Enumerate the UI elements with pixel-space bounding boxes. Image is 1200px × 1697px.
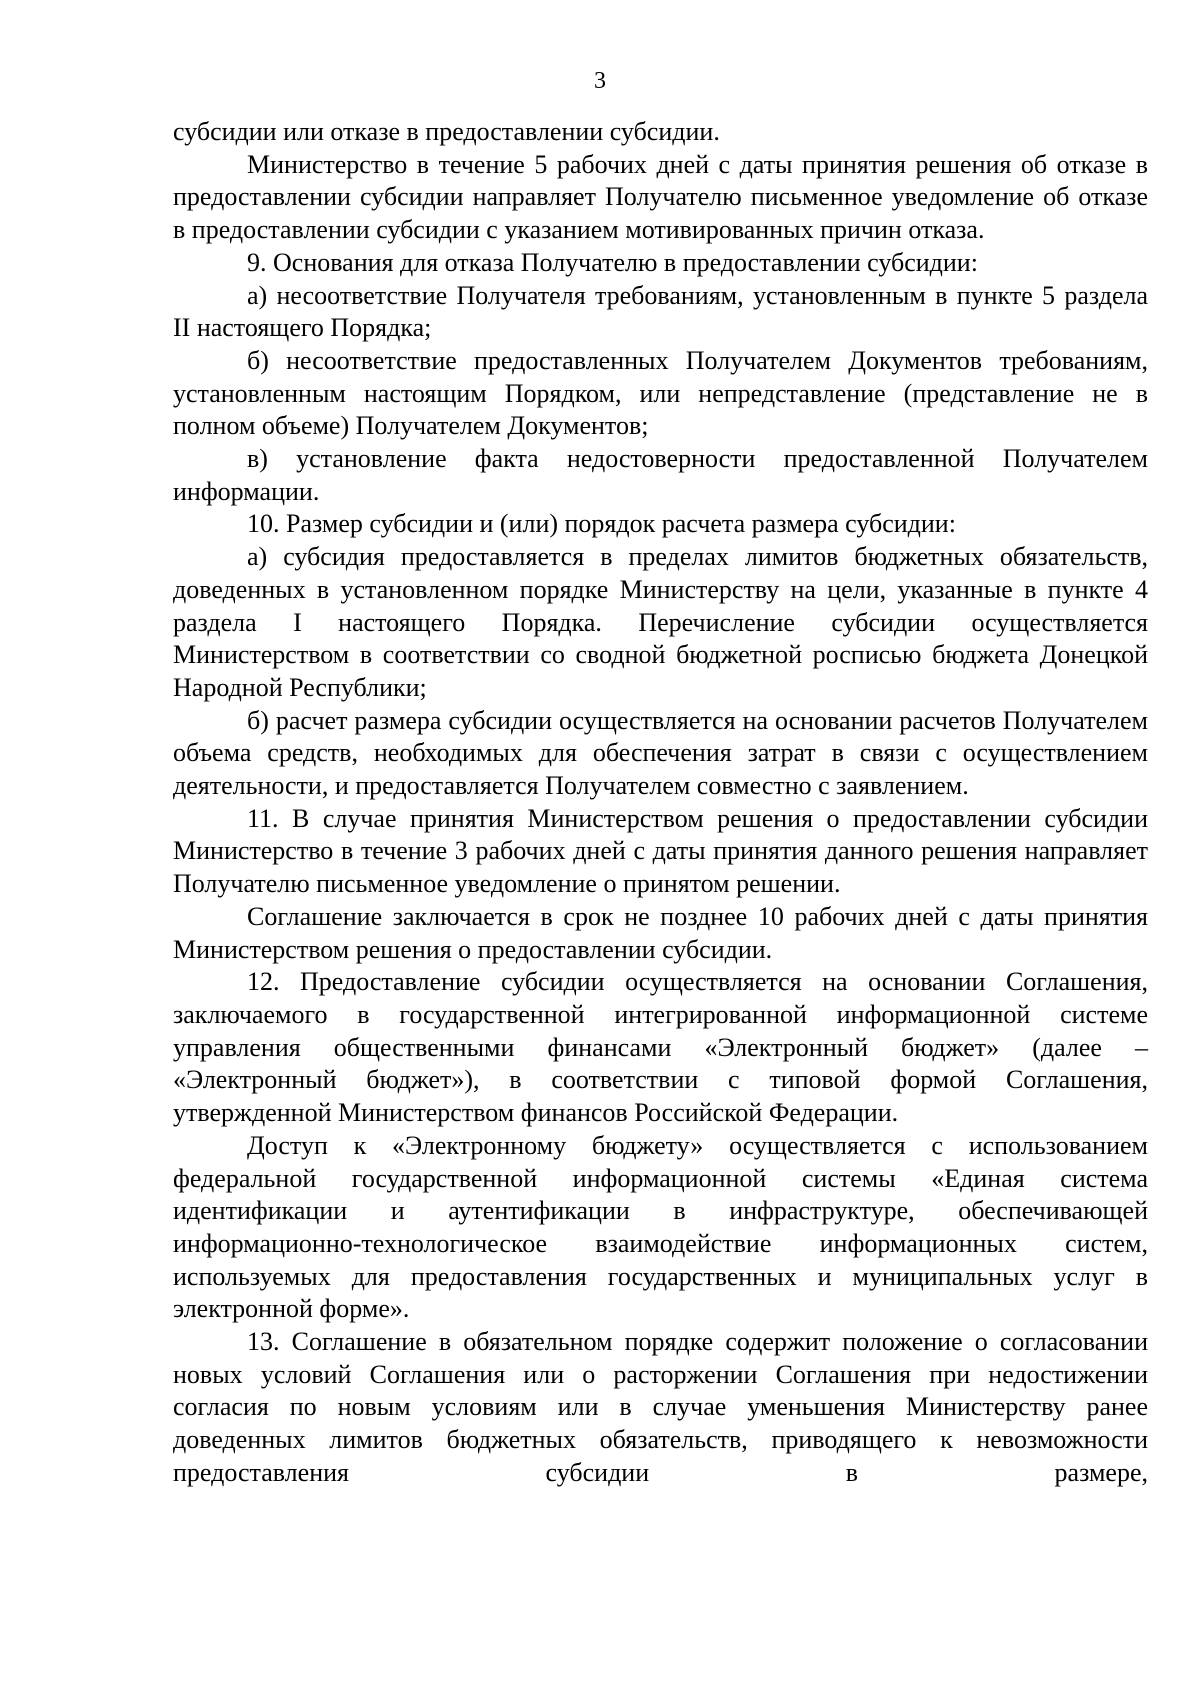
- paragraph: Министерство в течение 5 рабочих дней с даты принятия решения об отказе в предоставлении субсидии направляет Получателю письменное уведомление об отказе в предоставлении субсидии с указанием мотивированных причин отказа.: [173, 149, 1148, 245]
- document-body: [173, 116, 1148, 1490]
- paragraph: Соглашение заключается в срок не позднее 10 рабочих дней с даты принятия Министерством решения о предоставлении субсидии.: [173, 901, 1148, 964]
- paragraph: субсидии или отказе в предоставлении субсидии.: [173, 117, 720, 146]
- paragraph: 11. В случае принятия Министерством решения о предоставлении субсидии Министерство в течение 3 рабочих дней с даты принятия данного решения направляет Получателю письменное уведомление о принятом решении.: [173, 803, 1148, 899]
- paragraph: 13. Соглашение в обязательном порядке содержит положение о согласовании новых условий Соглашения или о расторжении Соглашения при недостижении согласия по новым условиям или в случае уменьшения Министерству ранее доведенных лимитов бюджетных обязательств, приводящего к невозможности предоставления субсидии в размере,: [173, 1327, 1148, 1487]
- paragraph: 12. Предоставление субсидии осуществляется на основании Соглашения, заключаемого в государственной интегрированной информационной системе управления общественными финансами «Электронный бюджет» (далее – «Электронный бюджет»), в соответствии с типовой формой Соглашения, утвержденной Министерством финансов Российской Федерации.: [173, 967, 1148, 1128]
- page-number: 3: [594, 68, 606, 94]
- paragraph: в) установление факта недостоверности предоставленной Получателем информации.: [173, 444, 1148, 506]
- paragraph: 10. Размер субсидии и (или) порядок расчета размера субсидии:: [247, 509, 956, 539]
- paragraph: а) несоответствие Получателя требованиям, установленным в пункте 5 раздела II настоящего Порядка;: [173, 280, 1148, 343]
- paragraph: б) несоответствие предоставленных Получателем Документов требованиям, установленным настоящим Порядком, или непредставление (представление не в полном объеме) Получателем Документов;: [173, 345, 1148, 441]
- paragraph: а) субсидия предоставляется в пределах лимитов бюджетных обязательств, доведенных в установленном порядке Министерству на цели, указанные в пункте 4 раздела I настоящего Порядка. Перечисление субсидии осуществляется Министерством в соответствии со сводной бюджетной росписью бюджета Донецкой Народной Республики;: [173, 542, 1148, 702]
- paragraph: 9. Основания для отказа Получателю в предоставлении субсидии:: [247, 247, 978, 277]
- paragraph: Доступ к «Электронному бюджету» осуществляется с использованием федеральной государственной информационной системы «Единая система идентификации и аутентификации в инфраструктуре, обеспечивающей информационно-технологическое взаимодействие информационных систем, используемых для предоставления государственных и муниципальных услуг в электронной форме».: [173, 1130, 1148, 1324]
- paragraph: б) расчет размера субсидии осуществляется на основании расчетов Получателем объема средств, необходимых для обеспечения затрат в связи с осуществлением деятельности, и предоставляется Получателем совместно с заявлением.: [173, 705, 1148, 801]
